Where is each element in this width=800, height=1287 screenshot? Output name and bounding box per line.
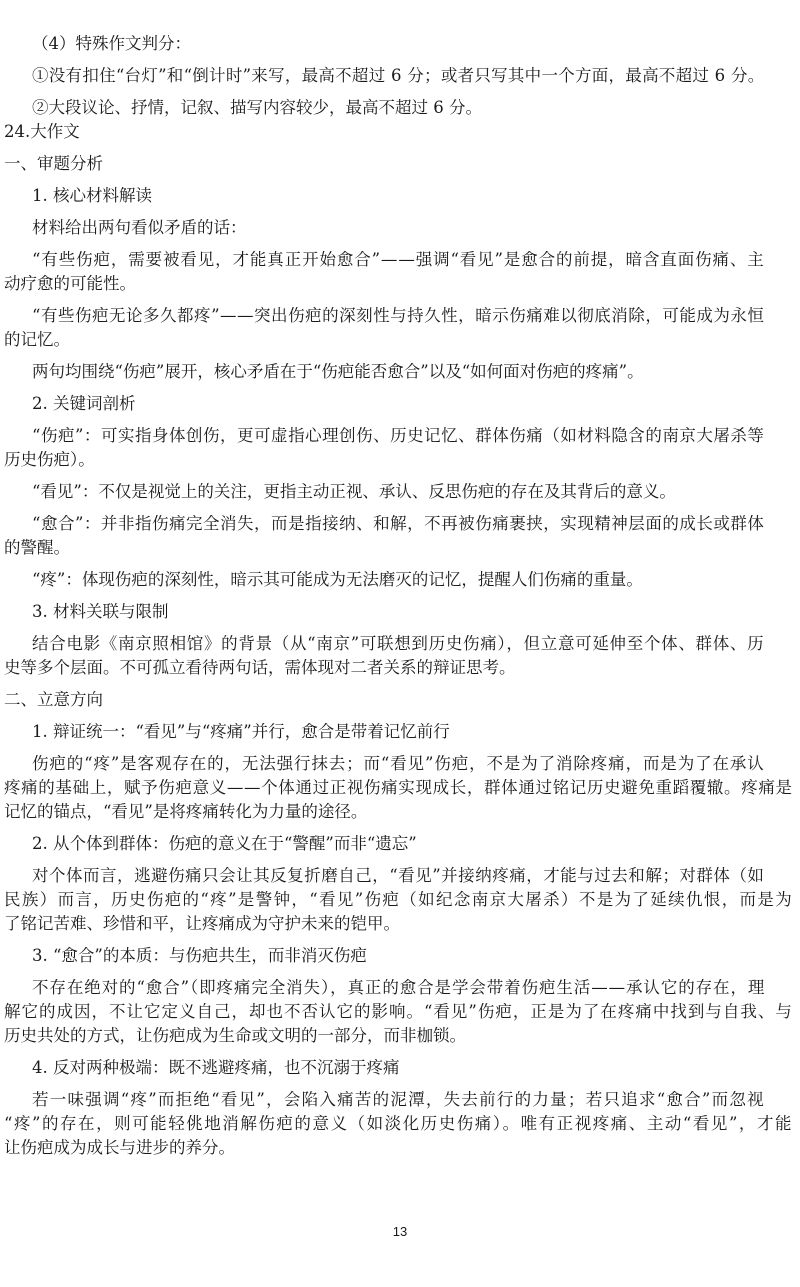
text-line: 两句均围绕“伤疤”展开，核心矛盾在于“伤疤能否愈合”以及“如何面对伤疤的疼痛”。 [32, 362, 644, 381]
text-line: （4）特殊作文判分： [32, 34, 191, 53]
text-line: 3. “愈合”的本质：与伤疤共生，而非消灭伤疤 [32, 946, 367, 965]
text-line: “伤疤”：可实指身体创伤，更可虚指心理创伤、历史记忆、群体伤痛（如材料隐含的南京大屠杀等 [32, 426, 765, 445]
text-line: 3. 材料关联与限制 [32, 602, 169, 621]
text-line: 不存在绝对的“愈合”（即疼痛完全消失），真正的愈合是学会带着伤疤生活——承认它的存在，理 [32, 978, 766, 997]
text-line: 一、审题分析 [4, 154, 103, 173]
text-line: “看见”：不仅是视觉上的关注，更指主动正视、承认、反思伤疤的存在及其背后的意义。 [32, 482, 676, 501]
text-line: 1. 核心材料解读 [32, 186, 152, 205]
text-line: “有些伤疤，需要被看见，才能真正开始愈合”——强调“看见”是愈合的前提，暗含直面伤痛、主 [32, 250, 765, 269]
text-line: 让伤疤成为成长与进步的养分。 [4, 1138, 235, 1157]
text-line: 的警醒。 [4, 538, 70, 557]
text-line: 动疗愈的可能性。 [4, 274, 136, 293]
text-line: 材料给出两句看似矛盾的话： [32, 218, 247, 237]
text-line: ①没有扣住“台灯”和“倒计时”来写，最高不超过 6 分；或者只写其中一个方面，最高不超过 6 分。 [32, 66, 765, 85]
text-line: 了铭记苦难、珍惜和平，让疼痛成为守护未来的铠甲。 [4, 914, 400, 933]
text-line: 1. 辩证统一：“看见”与“疼痛”并行，愈合是带着记忆前行 [32, 722, 450, 741]
text-line: 若一味强调“疼”而拒绝“看见”，会陷入痛苦的泥潭，失去前行的力量；若只追求“愈合”而忽视 [32, 1090, 765, 1109]
text-line: 史等多个层面。不可孤立看待两句话，需体现对二者关系的辩证思考。 [4, 658, 516, 677]
text-line: 历史共处的方式，让伤疤成为生命或文明的一部分，而非枷锁。 [4, 1026, 466, 1045]
text-line: 二、立意方向 [4, 690, 103, 709]
text-line: 24.大作文 [4, 122, 80, 141]
text-line: 历史伤疤）。 [4, 450, 95, 469]
text-line: “疼”：体现伤疤的深刻性，暗示其可能成为无法磨灭的记忆，提醒人们伤痛的重量。 [32, 570, 643, 589]
text-line: 民族）而言，历史伤疤的“疼”是警钟，“看见”伤疤（如纪念南京大屠杀）不是为了延续仇恨，而是为 [4, 890, 794, 909]
text-line: 的记忆。 [4, 330, 70, 349]
text-line: “疼”的存在，则可能轻佻地消解伤疤的意义（如淡化历史伤痛）。唯有正视疼痛、主动“看见”，才能 [4, 1114, 794, 1133]
text-line: 疼痛的基础上，赋予伤疤意义——个体通过正视伤痛实现成长，群体通过铭记历史避免重蹈覆辙。疼痛是 [4, 778, 793, 797]
text-line: 2. 从个体到群体：伤疤的意义在于“警醒”而非“遗忘” [32, 834, 417, 853]
text-line: 伤疤的“疼”是客观存在的，无法强行抹去；而“看见”伤疤，不是为了消除疼痛，而是为了在承认 [32, 754, 765, 773]
text-line: “有些伤疤无论多久都疼”——突出伤疤的深刻性与持久性，暗示伤痛难以彻底消除，可能成为永恒 [32, 306, 765, 325]
text-line: 记忆的锚点，“看见”是将疼痛转化为力量的途径。 [4, 802, 368, 821]
text-line: “愈合”：并非指伤痛完全消失，而是指接纳、和解，不再被伤痛裹挟，实现精神层面的成长或群体 [32, 514, 765, 533]
text-line: 4. 反对两种极端：既不逃避疼痛，也不沉溺于疼痛 [32, 1058, 400, 1077]
text-line: 2. 关键词剖析 [32, 394, 136, 413]
text-line: 对个体而言，逃避伤痛只会让其反复折磨自己，“看见”并接纳疼痛，才能与过去和解；对群体（如 [32, 866, 765, 885]
page-number: 13 [392, 1224, 408, 1239]
text-line: ②大段议论、抒情，记叙、描写内容较少，最高不超过 6 分。 [32, 98, 482, 117]
text-line: 结合电影《南京照相馆》的背景（从“南京”可联想到历史伤痛），但立意可延伸至个体、群体、历 [32, 634, 765, 653]
text-line: 解它的成因，不让它定义自己，却也不否认它的影响。“看见”伤疤，正是为了在疼痛中找到与自我、与 [4, 1002, 793, 1021]
